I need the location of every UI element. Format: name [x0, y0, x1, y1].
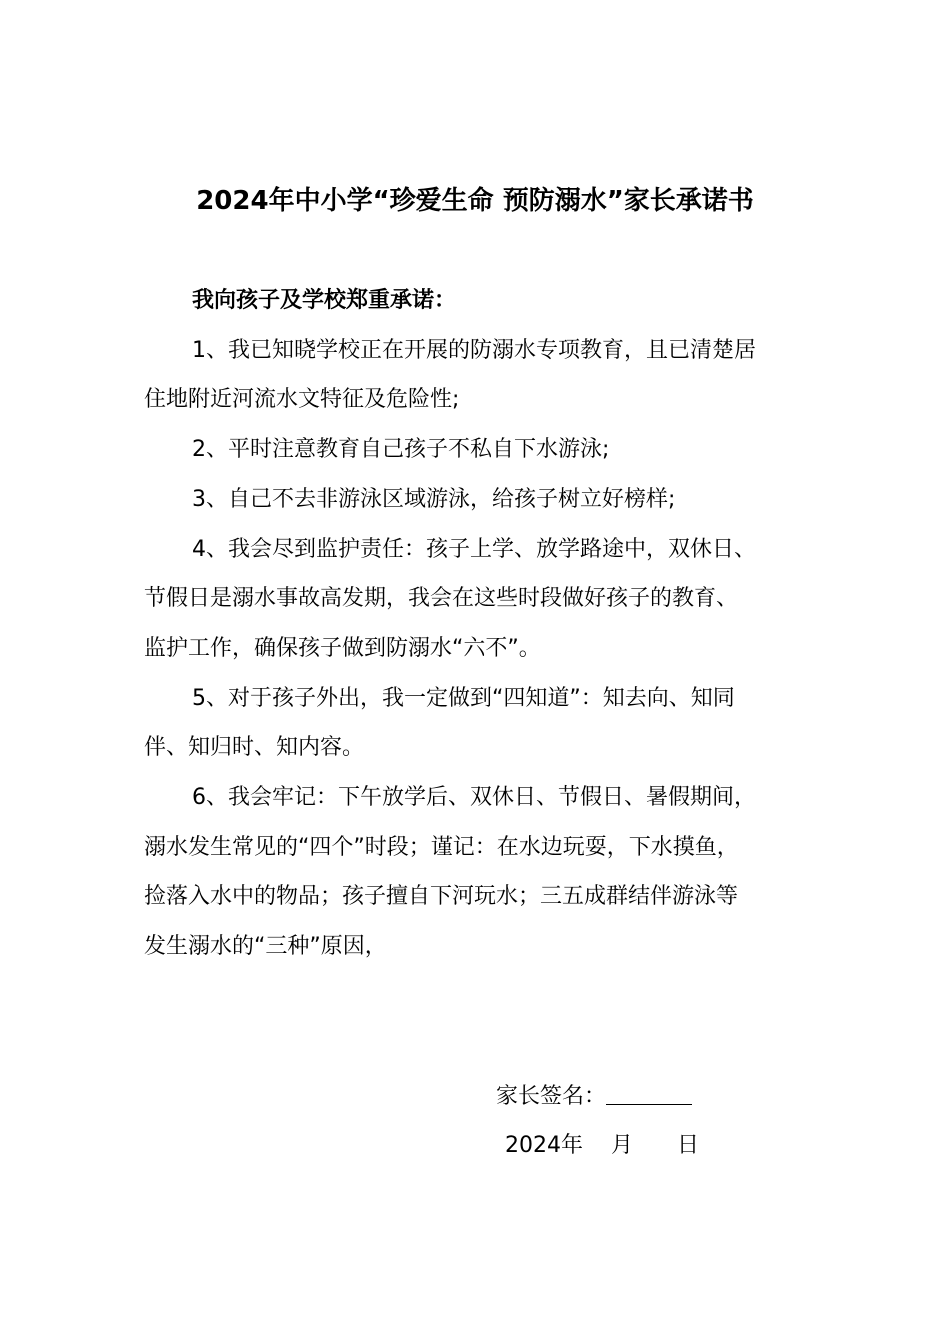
signature-label: 家长签名：: [496, 1084, 607, 1109]
paragraph-line: 节假日是溺水事故高发期，我会在这些时段做好孩子的教育、: [144, 586, 739, 612]
date-day: 日: [677, 1133, 700, 1158]
paragraph-line: 捡落入水中的物品；孩子擅自下河玩水；三五成群结伴游泳等: [144, 884, 739, 910]
paragraph-line: 4、我会尽到监护责任：孩子上学、放学路途中，双休日、: [192, 536, 756, 562]
commitment-item-2: [144, 425, 834, 475]
date-month: 月: [611, 1133, 634, 1158]
document-body: [144, 276, 834, 972]
commitment-item-6: [144, 773, 834, 972]
paragraph-line: 6、我会牢记：下午放学后、双休日、节假日、暑假期间，: [192, 785, 756, 811]
commitment-intro: 我向孩子及学校郑重承诺：: [192, 288, 457, 313]
signature-blank-line: [606, 1078, 692, 1105]
paragraph-line: 监护工作，确保孩子做到防溺水“六不”。: [144, 635, 541, 661]
paragraph-line: 伴、知归时、知内容。: [144, 735, 365, 761]
document-title: 2024年中小学“珍爱生命 预防溺水”家长承诺书: [196, 186, 754, 216]
parent-signature: [496, 1078, 692, 1116]
commitment-item-3: [144, 475, 834, 525]
commitment-item-1: [144, 326, 834, 425]
paragraph-line: 发生溺水的“三种”原因，: [144, 934, 387, 960]
paragraph-line: 住地附近河流水文特征及危险性;: [144, 387, 460, 413]
paragraph-line: 2、平时注意教育自己孩子不私自下水游泳;: [192, 437, 610, 463]
commitment-item-5: [144, 674, 834, 773]
commitment-item-4: [144, 525, 834, 674]
paragraph-line: 1、我已知晓学校正在开展的防溺水专项教育，且已清楚居: [192, 337, 756, 363]
paragraph-line: 5、对于孩子外出，我一定做到“四知道”：知去向、知同: [192, 685, 735, 711]
paragraph-line: 溺水发生常见的“四个”时段；谨记：在水边玩耍，下水摸鱼，: [144, 834, 739, 860]
signature-date: [505, 1127, 699, 1165]
date-year: 2024年: [505, 1133, 583, 1158]
paragraph-line: 3、自己不去非游泳区域游泳，给孩子树立好榜样;: [192, 486, 676, 512]
